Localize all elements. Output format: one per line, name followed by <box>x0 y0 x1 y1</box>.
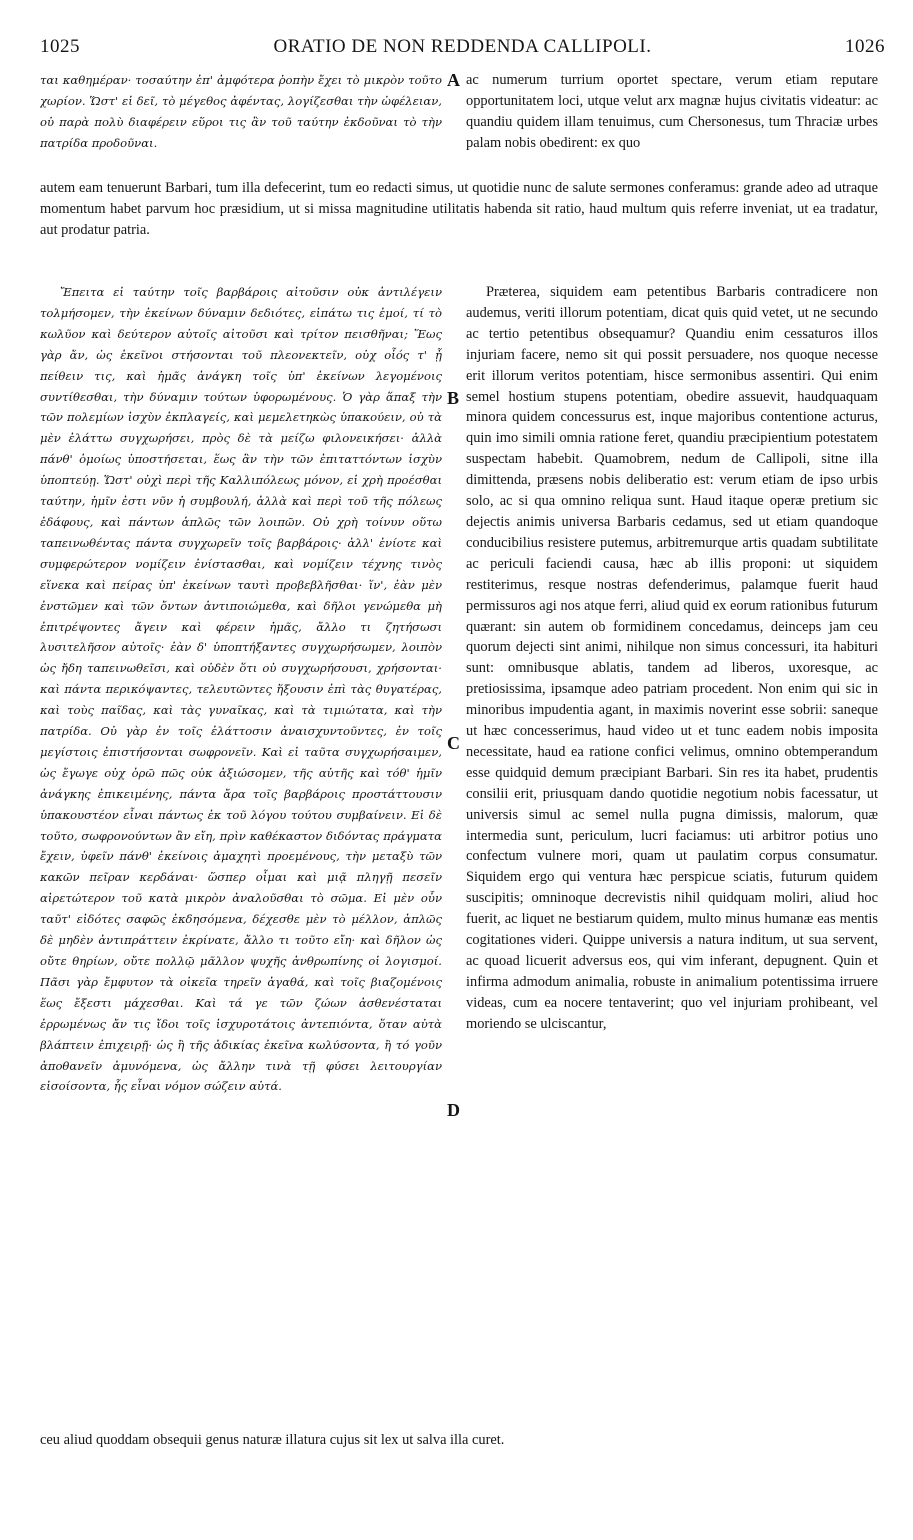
greek-column-top <box>40 70 442 175</box>
latin-top-continuation: autem eam tenuerunt Barbari, tum illa defecerint, tum eo redacti simus, ut quotidie nunc de salute sermones conferamus: grande adeo ad utraque momentum habet parvum hoc præsidium, ut si missa magnitudine utilitatis habenda sit ratio, haud multum quis referre inveniat, ut ea tradatur, aut prodatur patria. <box>40 180 878 238</box>
margin-letter-c: C <box>447 733 460 753</box>
latin-full-width-block-bottom <box>40 1430 878 1454</box>
latin-column-top <box>466 70 878 175</box>
latin-full-width-block-top <box>40 178 878 266</box>
greek-main-paragraph: Ἔπειτα εἰ ταύτην τοῖς βαρβάροις αἰτοῦσιν οὐκ ἀντιλέγειν τολμήσομεν, τὴν ἐκείνων δύναμιν δεδιότες, εἰπάτω τις ἐμοί, τί τὸ κωλῦον καὶ δεύτερον αὐτοῖς αἰτοῦσι καὶ τρίτον πεισθῆναι; Ἕως γὰρ ἄν, ὡς ἐκεῖνοι στήσονται τοῦ πλεονεκτεῖν, οὐχ οἷός τ' ᾖ πείθειν τις, καὶ ἡμᾶς ἀνάγκη τοῖς ὑπ' ἐκείνων λεγομένοις συντίθεσθαι, τὴν δύναμιν τούτων ὑφορωμένους. Ὁ γὰρ ἅπαξ τὴν τῶν πολεμίων ἰσχὺν ἐκπλαγείς, καὶ μεμελετηκὼς ὑπακούειν, οὐ τὰ μὲν ἐλάττω συγχωρήσει, πρὸς δὲ τὰ μείζω φιλονεικήσει· ἀλλὰ πάνθ' ὁμοίως ὑποστήσεται, ἕως ἂν τὴν τῶν ἐπιταττόντων ἰσχὺν ὑποπτεύῃ. Ὥστ' οὐχὶ περὶ τῆς Καλλιπόλεως μόνον, εἰ χρὴ προέσθαι ταύτην, ἡμῖν ἐστι νῦν ἡ συμβουλή, ἀλλὰ καὶ περὶ τοῦ τῆς πόλεως ἐδάφους, καὶ πάντων ἁπλῶς τῶν λοιπῶν. Οὐ χρὴ τοίνυν οὕτω ταπεινωθέντας πάντα συγχωρεῖν τοῖς βαρβάροις· ἀλλ' ἐνίοτε καὶ συμφερώτερον νομίζειν ἐνίστασθαι, καὶ νομίζειν τέχνης τινὸς εἵνεκα καὶ πείρας ὑπ' ἐκείνων ταυτὶ προβεβλῆσθαι· ἵν', ἐὰν μὲν ἐνστῶμεν καὶ τῶν ὄντων ἀντιποιώμεθα, καὶ δῆλοι γενώμεθα μὴ ἐπιτρέψοντες ἄγειν καὶ φέρειν ἡμᾶς, ἄλλο τι ζητήσωσι λυσιτελῆσον αὐτοῖς· ἐὰν δ' ὑποπτήξαντες συγχωρήσωμεν, λοιπὸν ὡς ἤδη ταπεινωθεῖσι, καὶ οὐδὲν ὅτι οὐ συγχωρήσουσι, χρήσονται· καὶ πάντα περικόψαντες, τελευτῶντες ἥξουσιν ἐπὶ τὰς θυγατέρας, καὶ τοὺς παῖδας, καὶ τὰς γυναῖκας, καὶ τὰ τιμιώτατα, καὶ τὴν πατρίδα. Οὐ γὰρ ἐν τοῖς ἐλάττοσιν ἀναισχυντοῦντες, ἐν τοῖς μεγίστοις ἐπιστήσονται σωφρονεῖν. Καὶ εἰ ταῦτα συγχωρήσαιμεν, ὡς ἔγωγε οὐχ ὁρῶ πῶς οὐκ ἀξιώσομεν, τῆς αὐτῆς καὶ τόθ' ἡμῖν ἀνάγκης ἐπικειμένης, πάντα ἄρα τοῖς βαρβάροις προστάττουσιν ὑπακουστέον εἶναι πάντως ἐκ τοῦ λόγου τούτου συμβαίνειν. Εἰ δὲ τοῦτο, σωφρονούντων ἂν εἴη, πρὶν καθέκαστον διδόντας πράγματα ἔχειν, ὑφεῖν πάνθ' ἐκείνοις ἀμαχητὶ προεμένους, τὴν μεταξὺ τῶν κακῶν πεῖραν κερδάναι· ὥσπερ οἶμαι καὶ μιᾷ πληγῇ πεσεῖν αἱρετώτερον τοῦ κατὰ μικρὸν ἀναλοῦσθαι τὸ σῶμα. Εἰ μὲν οὖν ταῦτ' εἰδότες σαφῶς ἐκδησόμενα, δέχεσθε μὲν τὸ μέλλον, ἁπλῶς δὲ μηδὲν ἀντιπράττειν ἐκρίνατε, ἄλλο τι τοῦτο εἴη· καὶ δῆλον ὡς οὔτε θηρίων, οὔτε πολλῷ μᾶλλον ψυχῆς ἀνθρωπίνης οἱ λογισμοί. Πᾶσι γὰρ ἔμφυτον τὰ οἰκεῖα τηρεῖν ἀγαθά, καὶ τοῖς βιαζομένοις ἕως ἔξεστι μάχεσθαι. Καὶ τά γε τῶν ζώων ἀσθενέσταται ἐρρωμένως ἄν τις ἴδοι τοῖς ἰσχυροτάτοις ἀντεπιόντα, ὅταν αὐτὰ βλάπτειν ἐπιχειρῇ· ὡς ἢ τῆς ἀδικίας ἐκεῖνα κωλύσοντα, ἢ τό γοῦν ἀποθανεῖν ἀμυνόμενα, ὡς ἄλλην τινὰ τῇ φύσει λειτουργίαν εἰσοίσοντα, ἧς εἶναι νόμον σώζειν αὐτά. <box>40 285 442 1094</box>
margin-letter-b: B <box>447 388 460 408</box>
margin-letter-d: D <box>447 1100 460 1120</box>
page-number-right: 1026 <box>845 36 885 57</box>
greek-top-paragraph: ται καθημέραν· τοσαύτην ἐπ' ἀμφότερα ῥοπὴν ἔχει τὸ μικρὸν τοῦτο χωρίον. Ὥστ' εἰ δεῖ, τὸ μέγεθος ἀφέντας, λογίζεσθαι τὴν ὠφέλειαν, οὐ παρὰ πολὺ διαφέρειν εὕροι τις ἂν τοῦ ταύτην ἐκδοῦναι τὸ τὴν πατρίδα προδοῦναι. <box>40 73 442 150</box>
running-title: ORATIO DE NON REDDENDA CALLIPOLI. <box>273 36 652 57</box>
margin-letter-a: A <box>447 70 460 90</box>
latin-top-paragraph: ac numerum turrium oportet spectare, verum etiam reputare opportunitatem loci, utque velut arx magnæ hujus civitatis videatur: ac quandiu quidem illam tenuimus, cum Chersonesus, tum Thraciæ urbes palam nobis obedirent: ex quo <box>466 72 878 151</box>
latin-bottom-line: ceu aliud quoddam obsequii genus naturæ illatura cujus sit lex ut salva illa curet. <box>40 1432 505 1448</box>
latin-column-main <box>466 282 878 1428</box>
page-number-left: 1025 <box>40 36 80 57</box>
latin-main-paragraph: Præterea, siquidem eam petentibus Barbaris contradicere non audemus, veriti illorum potentiam, dicat quis quid vetet, ut ne secundo ac tertio petentibus obsequamur? Quandiu enim cessaturos illos injuriam facere, nemo sit qui possit persuadere, nos quoque necesse erit illorum veritos potentiam, hisce sermonibus assentiri. Qui enim semel hostium stupens potentiam, obedire assuevit, haudquaquam minora quidem concessurus est, inque majoribus contentione acturus, quin imo simili omnia ratione feret, quandiu præcipientium potestatem suspectam habebit. Quamobrem, nedum de Callipoli, sitne illa dimittenda, præsens nobis deliberatio est: verum etiam de ipso urbis solo, ac si qua omnino reliqua sunt. Haud itaque operæ pretium sic dejectis animis universa Barbaris cedamus, sed ut etiam quandoque conducibilius resistere putemus, arbitremurque artis quadam subtilitate ac periculi faciendi causa, hæc ab illis proponi: ut siquidem restiterimus, resque nostras defenderimus, palamque fuerit haud permissuros agi nos atque ferri, aliud quid ex eorum rationibus futurum quærant: sin autem ob formidinem concedamus, deinceps jam ceu quorum dejecti sint animi, nihilque non simus concessuri, ita habituri sunt: omnibusque ablatis, tandem ad liberos, uxoresque, ac pretiosissima, ipsamque adeo patriam procedent. Non enim qui sic in minoribus impudentia agant, in maximis noverint esse sobrii: saneque ut hæc concesserimus, haud video ut et tunc eadem nobis imposita necessitate, haud ea ratione confici velimus, omnino obtemperandum esse quidquid demum præcipiant Barbari. Sin res ita habet, prudentis consilii erit, priusquam dando quotidie negotium nobis facessatur, ut universis simul ac semel nulla pugna dimissis, malorum, quæ intermedia sunt, periculum, lucri faciamus: uti arbitror potius uno confectum vulnere mori, quam ut paulatim corpus consumatur. Siquidem ergo qui ventura hæc perspicue sciatis, futurum quidem suscipitis; omninoque decrevistis nihil quidquam moliri, aliud hoc fuerit, ac liquet ne bestiarum quidem, multo minus humanæ eas mentis cogitationes videri. Quippe universis a natura inditum, ut sua servent, ac quoad licuerit adversus eos, qui vim inferant, depugnent. Quin et infirma admodum animalia, robuste in animalium potentissima irruere videas, cum ea nocere tentaverint; quo vel injuriam prohibeant, vel moriendo se ulciscantur, <box>466 284 878 1032</box>
greek-column-main <box>40 282 442 1428</box>
running-header <box>40 36 885 60</box>
